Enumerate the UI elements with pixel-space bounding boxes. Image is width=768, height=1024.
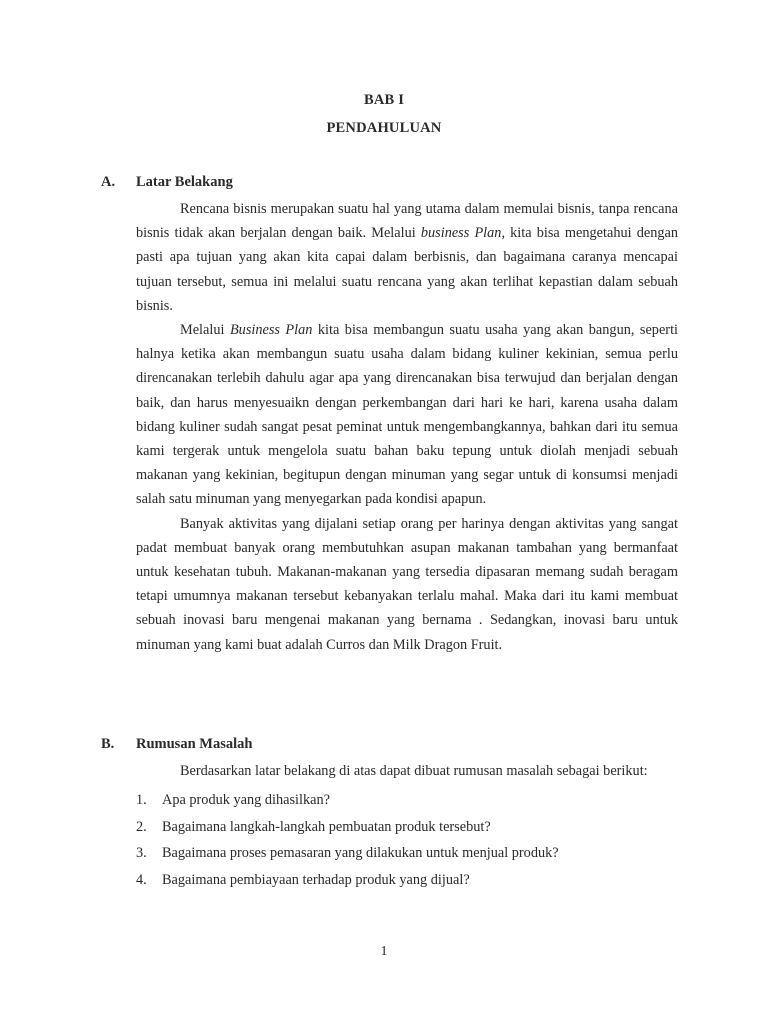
paragraph-3: Banyak aktivitas yang dijalani setiap orang per harinya dengan aktivitas yang sangat padat membuat banyak orang membutuhkan asupan makanan tambahan yang bermanfaat untuk kesehatan tubuh. Makanan-makanan yang tersedia dipasaran memang sudah beragam tetapi umumnya makanan tersebut kebanyakan terlalu mahal. Maka dari itu kami membuat sebuah inovasi baru mengenai makanan yang bernama . Sedangkan, inovasi baru untuk minuman yang kami buat adalah Curros dan Milk Dragon Fruit. bbox=[136, 515, 678, 653]
italic-term: business Plan bbox=[420, 225, 502, 242]
section-b-intro: Berdasarkan latar belakang di atas dapat dibuat rumusan masalah sebagai berikut: bbox=[180, 763, 648, 779]
list-item bbox=[136, 843, 678, 870]
list-item-number: 2. bbox=[136, 818, 147, 835]
list-item bbox=[136, 790, 678, 817]
list-item-number: 4. bbox=[136, 871, 147, 888]
section-a-body bbox=[136, 197, 678, 657]
list-item bbox=[136, 870, 678, 897]
page-number: 1 bbox=[380, 944, 388, 959]
section-b-title: Rumusan Masalah bbox=[136, 736, 253, 752]
problem-list bbox=[136, 790, 678, 896]
list-item-text: Bagaimana langkah-langkah pembuatan produk tersebut? bbox=[162, 818, 491, 835]
list-item-text: Bagaimana pembiayaan terhadap produk yang dijual? bbox=[162, 871, 470, 888]
section-b-label: B. bbox=[101, 736, 115, 752]
list-item-text: Apa produk yang dihasilkan? bbox=[162, 792, 330, 808]
chapter-number: BAB I bbox=[363, 92, 405, 108]
italic-term: Business Plan bbox=[229, 322, 313, 339]
list-item-number: 3. bbox=[136, 845, 147, 861]
section-a-title: Latar Belakang bbox=[136, 174, 233, 190]
section-a-label: A. bbox=[101, 174, 116, 190]
list-item bbox=[136, 817, 678, 844]
chapter-title: PENDAHULUAN bbox=[326, 120, 442, 136]
list-item-number: 1. bbox=[136, 792, 147, 808]
paragraph-2: Melalui Business Plan kita bisa membangun suatu usaha yang akan bangun, seperti halnya ketika akan membangun suatu usaha dalam bidang kuliner kekinian, semua perlu direncanakan terlebih dahulu agar apa yang direncanakan bisa terwujud dan berjalan dengan baik, dan harus menyesuaikn dengan perkembangan dari hari ke hari, karena usaha dalam bidang kuliner sudah sangat pesat peminat untuk mengembangkannya, bahkan dari itu semua kami tergerak untuk mengelola suatu bahan baku tepung untuk diolah menjadi sebuah makanan yang kekinian, begitupun dengan minuman yang segar untuk di konsumsi menjadi salah satu minuman yang menyegarkan pada kondisi apapun. bbox=[136, 322, 679, 508]
list-item-text: Bagaimana proses pemasaran yang dilakukan untuk menjual produk? bbox=[162, 845, 559, 861]
paragraph-1: Rencana bisnis merupakan suatu hal yang utama dalam memulai bisnis, tanpa rencana bisnis tidak akan berjalan dengan baik. Melalui business Plan, kita bisa mengetahui dengan pasti apa tujuan yang akan kita capai dalam berbisnis, dan bagaimana caranya mencapai tujuan tersebut, semua ini melalui suatu rencana yang akan terlihat kepastian dalam sebuah bisnis. bbox=[136, 201, 679, 314]
